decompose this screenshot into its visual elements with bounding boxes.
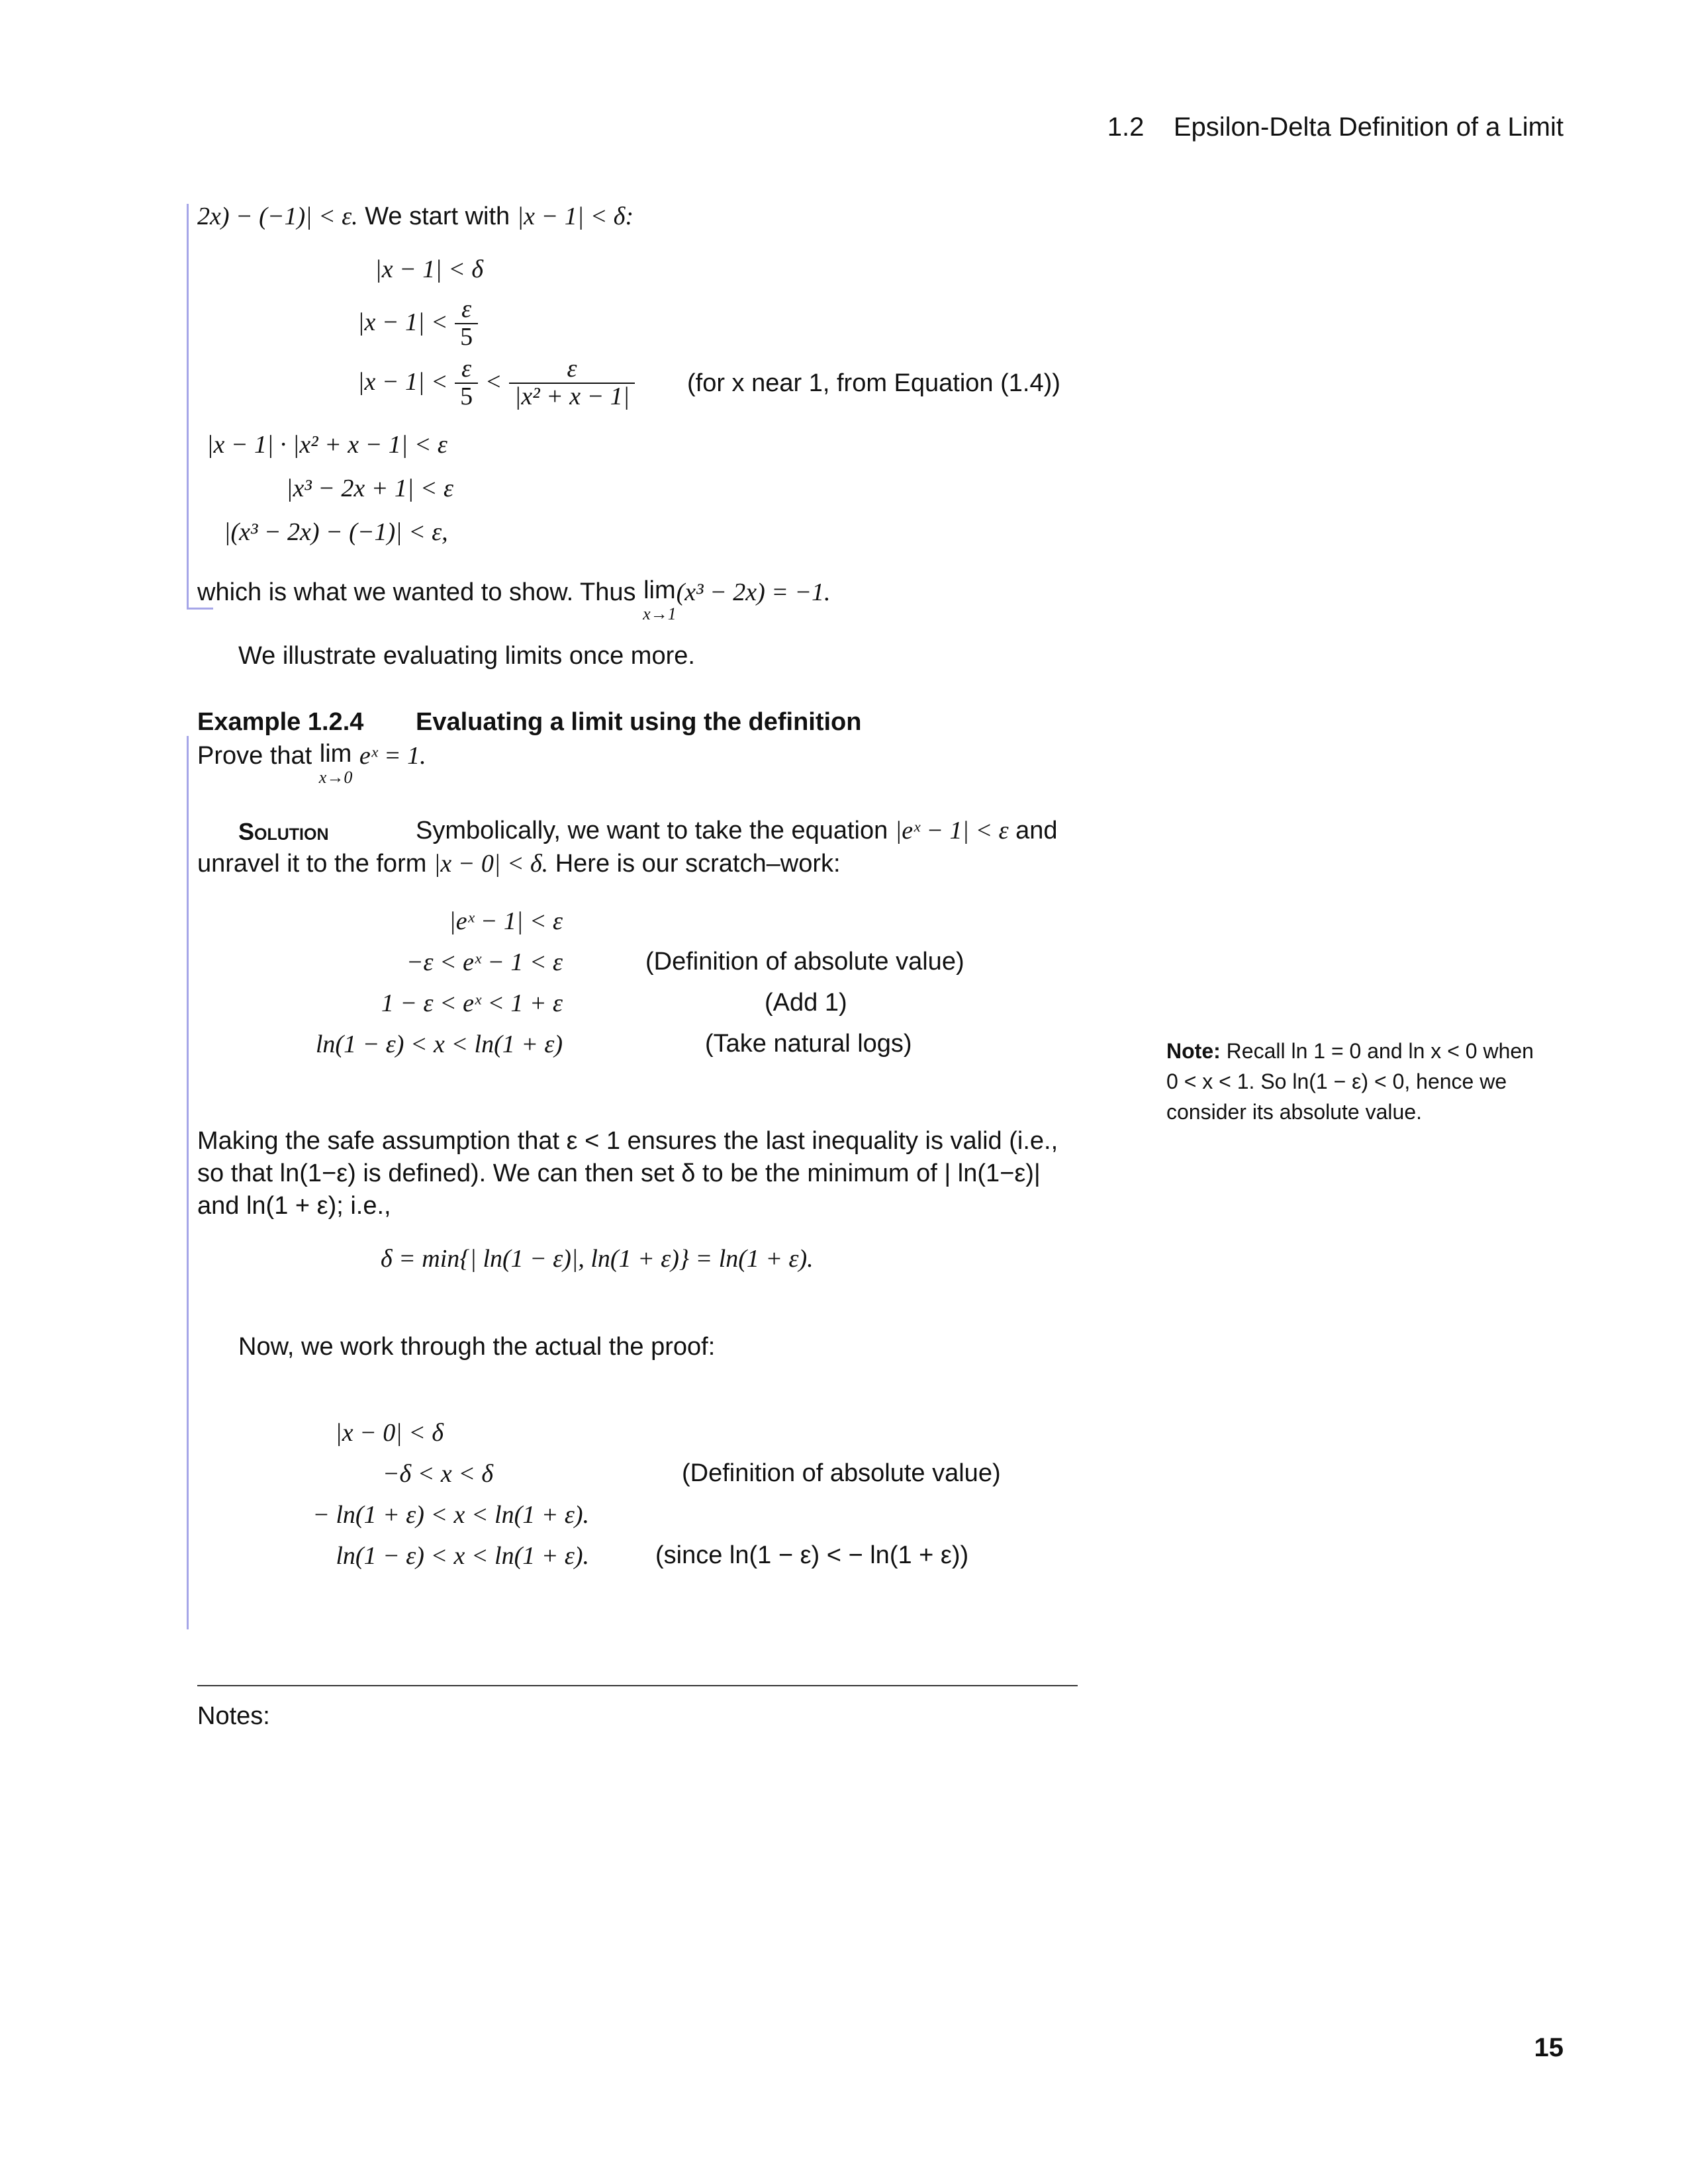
limit-operator: lim x→0 [318,740,353,787]
proof-intro: Now, we work through the actual the proof: [238,1333,716,1361]
margin-note [1166,1036,1534,1127]
scratch-line-1: |eˣ − 1| < ε [449,907,563,935]
scratch-note-4: (Take natural logs) [705,1030,912,1058]
assumption-paragraph: Making the safe assumption that ε < 1 ensures the last inequality is valid (i.e., so that ln(1−ε) is defined). We can then set δ to be the minimum of | ln(1−ε)| and ln(1 + ε); i.e., [197,1127,1058,1220]
scratch-line-4: ln(1 − ε) < x < ln(1 + ε) [315,1030,563,1058]
proof-line-1: |x − 0| < δ [335,1419,444,1447]
solution-label: Solution [238,818,329,845]
deriv-line-6: |(x³ − 2x) − (−1)| < ε, [224,518,448,546]
proof-note-4: (since ln(1 − ε) < − ln(1 + ε)) [655,1541,969,1569]
limit-operator: lim x→1 [643,576,677,623]
delta-equation: δ = min{| ln(1 − ε)|, ln(1 + ε)} = ln(1 + ε). [381,1245,814,1273]
example-continuation-bar [187,204,189,609]
intro-math: 2x) − (−1)| < ε. [197,203,358,230]
fraction: $\frac{\varepsilon}{5}$ [455,356,478,410]
example-heading [197,708,363,737]
proof-note-2: (Definition of absolute value) [682,1459,1001,1487]
notes-rule [197,1685,1078,1686]
notes-label: Notes: [197,1702,270,1730]
section-title: Epsilon-Delta Definition of a Limit [1173,113,1564,142]
example-label: Example 1.2.4 [197,708,364,736]
intro-math2: |x − 1| < δ: [516,203,634,230]
conclusion-line: which is what we wanted to show. Thus lim x→1 (x³ − 2x) = −1. [197,576,831,623]
running-header [1107,113,1564,142]
example-bar [187,736,189,1629]
deriv-line-2: |x − 1| < $\frac{\varepsilon}{5}$ [357,296,478,351]
intro-line [197,202,633,231]
margin-note-line-1: Note: Recall ln 1 = 0 and ln x < 0 when [1166,1039,1534,1063]
prove-statement: Prove that lim x→0 eˣ = 1. [197,740,426,787]
intro-text: We start with [365,203,510,230]
solution-line-2: unravel it to the form |x − 0| < δ. Here is our scratch–work: [197,850,841,878]
fraction: $\frac{\varepsilon}{5}$ [455,296,478,351]
deriv-line-1: |x − 1| < δ [375,255,483,283]
deriv-line-3-note: (for x near 1, from Equation (1.4)) [687,369,1060,397]
margin-note-line-3: consider its absolute value. [1166,1100,1422,1124]
solution-line-1: Symbolically, we want to take the equation |eˣ − 1| < ε and [416,817,1058,844]
example-title: Evaluating a limit using the definition [416,708,862,736]
scratch-note-2: (Definition of absolute value) [645,948,964,976]
deriv-line-4: |x − 1| · |x² + x − 1| < ε [207,431,447,459]
scratch-line-2: −ε < eˣ − 1 < ε [406,948,563,976]
deriv-line-3: |x − 1| < $\frac{\varepsilon}{5}$ < $\frac{\varepsilon}{\text{|x² + x − 1|}}$ [357,356,635,410]
proof-line-3: − ln(1 + ε) < x < ln(1 + ε). [312,1501,589,1529]
fraction: $\frac{\varepsilon}{\text{|x² + x − 1|}}$ [509,356,635,410]
proof-line-2: −δ < x < δ [382,1460,493,1488]
scratch-line-3: 1 − ε < eˣ < 1 + ε [381,989,563,1017]
deriv-line-5: |x³ − 2x + 1| < ε [286,475,453,502]
section-number: 1.2 [1107,113,1145,142]
proof-line-4: ln(1 − ε) < x < ln(1 + ε). [336,1542,589,1570]
page-number: 15 [1534,2033,1564,2062]
illustrate-paragraph: We illustrate evaluating limits once more. [238,642,695,670]
scratch-note-3: (Add 1) [765,989,847,1017]
margin-note-line-2: 0 < x < 1. So ln(1 − ε) < 0, hence we [1166,1069,1507,1093]
